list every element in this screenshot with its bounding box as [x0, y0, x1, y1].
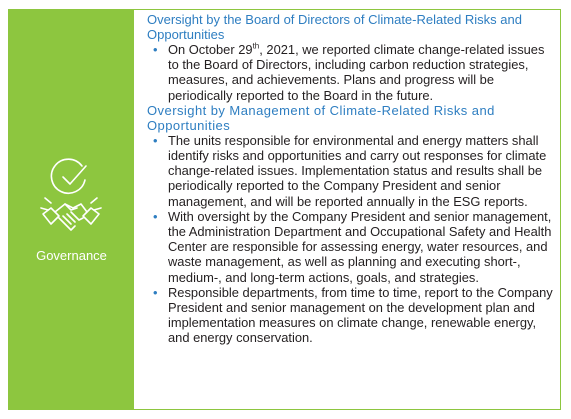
- sidebar: [9, 10, 134, 409]
- governance-panel: [8, 9, 561, 410]
- management-bullet-list: [147, 133, 557, 346]
- governance-label: Governance: [36, 248, 107, 263]
- list-item: [147, 133, 557, 209]
- list-item: [147, 42, 557, 103]
- bullet-text-pre: On October 29: [168, 42, 253, 57]
- bullet-icon: •: [153, 132, 158, 148]
- list-item: [147, 285, 557, 346]
- bullet-icon: •: [153, 42, 158, 57]
- bullet-text-sup: th: [252, 41, 260, 51]
- bullet-icon: •: [153, 284, 158, 300]
- bullet-text: Responsible departments, from time to time, report to the Company President and senior management on the development plan and implementation measures on climate change, renewable energy, and energy conservation.: [168, 284, 553, 346]
- section-heading-board: Oversight by the Board of Directors of Climate-Related Risks and Opportunities: [147, 12, 522, 42]
- content-area: [147, 12, 557, 346]
- section-heading-management: Oversight by Management of Climate-Related Risks and Opportunities: [147, 102, 495, 133]
- bullet-text: The units responsible for environmental and energy matters shall identify risks and opportunities and carry out responses for climate change-related issues. Implementation status and results shall be periodically reported to the Company President and senior management, and will be reported annually in the ESG reports.: [168, 132, 547, 209]
- bullet-icon: •: [153, 208, 158, 224]
- handshake-check-icon: [37, 158, 105, 240]
- board-bullet-list: [147, 42, 557, 103]
- bullet-text-post: , 2021, we reported climate change-related issues to the Board of Directors, including carbon reduction strategies, measures, and achievements. Plans and progress will be periodically reported to the Board in the future.: [168, 42, 545, 103]
- bullet-text: With oversight by the Company President and senior management, the Administration Department and Occupational Safety and Health Center are responsible for assessing energy, water resources, and waste management, as well as planning and executing short-, medium-, and long-term actions, goals, and strategies.: [168, 208, 552, 285]
- list-item: [147, 209, 557, 285]
